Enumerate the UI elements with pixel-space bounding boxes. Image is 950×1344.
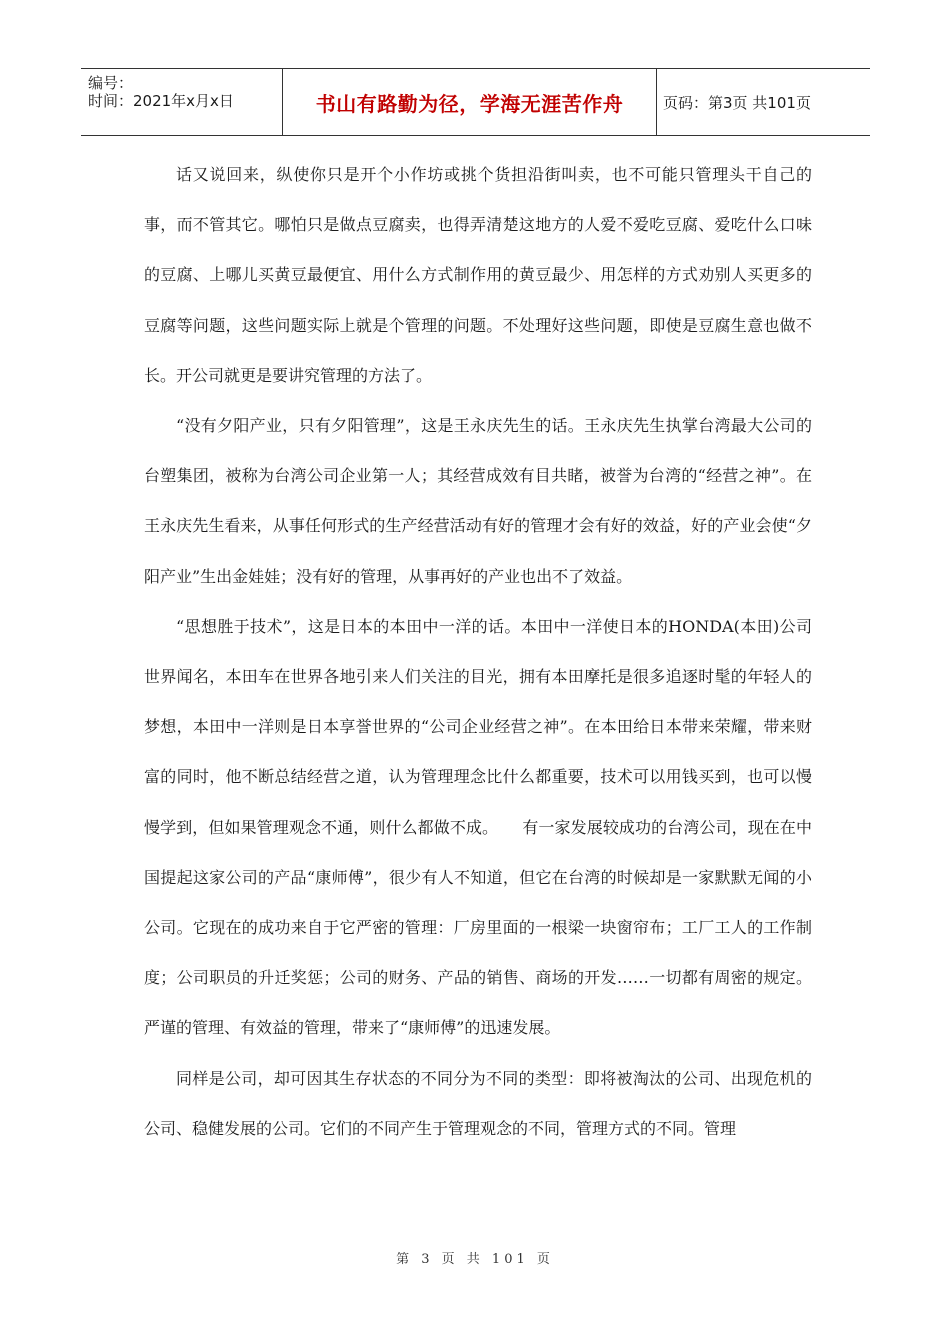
page-footer: 第 3 页 共 101 页	[396, 1252, 554, 1267]
paragraph: 同样是公司，却可因其生存状态的不同分为不同的类型：即将被淘汰的公司、出现危机的公司、稳健发展的公司。它们的不同产生于管理观念的不同，管理方式的不同。管理	[144, 1068, 812, 1138]
document-body	[144, 150, 812, 1154]
paragraph: “没有夕阳产业，只有夕阳管理”，这是王永庆先生的话。王永庆先生执掌台湾最大公司的台塑集团，被称为台湾公司企业第一人；其经营成效有目共睹，被誉为台湾的“经营之神”。在王永庆先生看来，从事任何形式的生产经营活动有好的管理才会有好的效益，好的产业会使“夕阳产业”生出金娃娃；没有好的管理，从事再好的产业也出不了效益。	[144, 416, 812, 586]
date-label: 时间：2021年x月x日	[88, 92, 234, 110]
paragraph: “思想胜于技术”，这是日本的本田中一洋的话。本田中一洋使日本的HONDA(本田)公司世界闻名，本田车在世界各地引来人们关注的目光，拥有本田摩托是很多追逐时髦的年轻人的梦想，本田中一洋则是日本享誉世界的“公司企业经营之神”。在本田给日本带来荣耀，带来财富的同时，他不断总结经营之道，认为管理理念比什么都重要，技术可以用钱买到，也可以慢慢学到，但如果管理观念不通，则什么都做不成。 有一家发展较成功的台湾公司，现在在中国提起这家公司的产品“康师傅”，很少有人不知道，但它在台湾的时候却是一家默默无闻的小公司。它现在的成功来自于它严密的管理：厂房里面的一根梁一块窗帘布；工厂工人的工作制度；公司职员的升迁奖惩；公司的财务、产品的销售、商场的开发……一切都有周密的规定。严谨的管理、有效益的管理，带来了“康师傅”的迅速发展。	[144, 616, 812, 1038]
document-header	[81, 68, 870, 136]
doc-number-label: 编号：	[88, 74, 134, 92]
header-motto: 书山有路勤为径，学海无涯苦作舟	[283, 69, 657, 135]
paragraph: 话又说回来，纵使你只是开个小作坊或挑个货担沿街叫卖，也不可能只管理头干自己的事，而不管其它。哪怕只是做点豆腐卖，也得弄清楚这地方的人爱不爱吃豆腐、爱吃什么口味的豆腐、上哪儿买黄豆最便宜、用什么方式制作用的黄豆最少、用怎样的方式劝别人买更多的豆腐等问题，这些问题实际上就是个管理的问题。不处理好这些问题，即使是豆腐生意也做不长。开公司就更是要讲究管理的方法了。	[144, 165, 812, 385]
header-page-info: 页码：第3页 共101页	[663, 93, 811, 112]
header-meta-cell	[81, 69, 283, 135]
